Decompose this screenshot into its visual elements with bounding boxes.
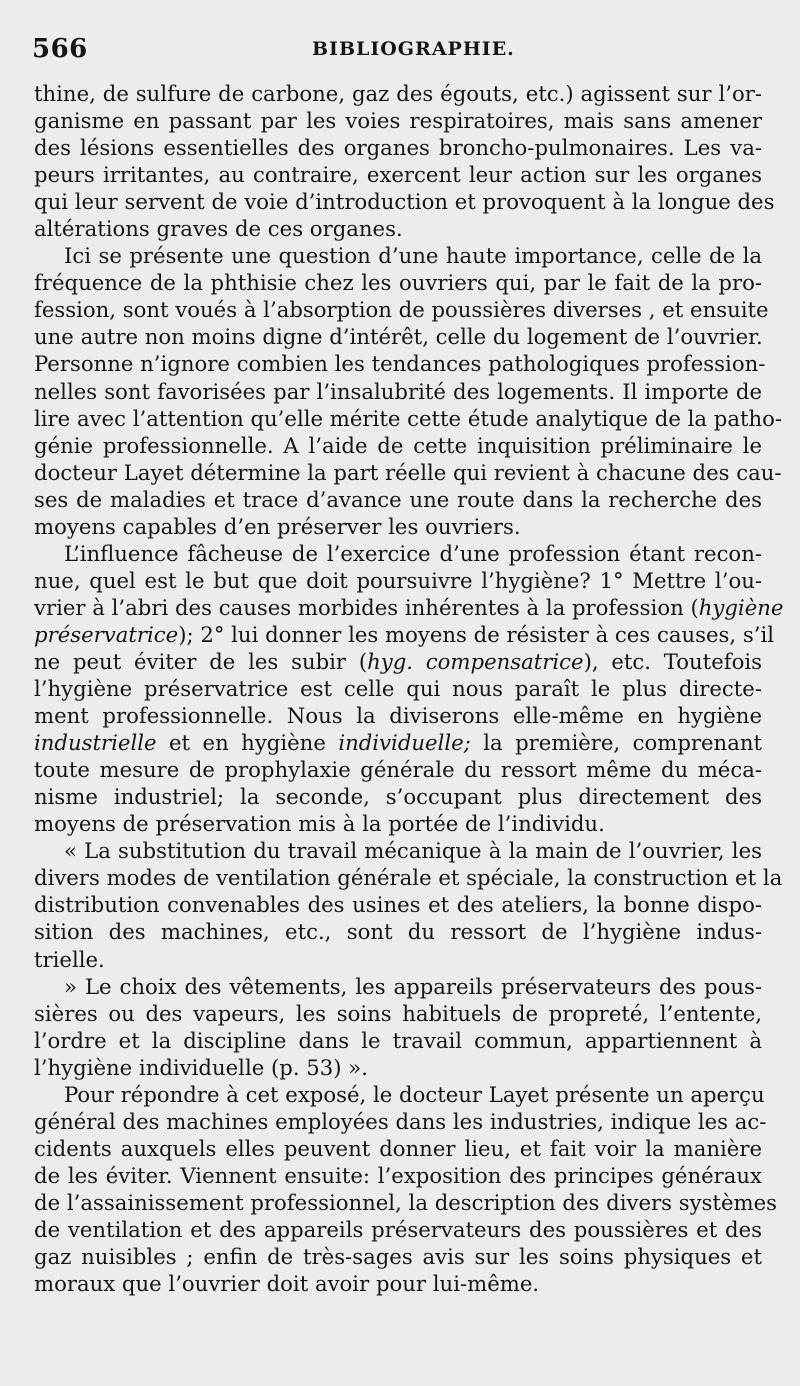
text-line: thine, de sulfure de carbone, gaz des égouts, etc.) agissent sur l’or- (34, 81, 762, 106)
text-line: génie professionnelle. A l’aide de cette inquisition préliminaire le (34, 432, 762, 458)
text-line: ment professionnelle. Nous la diviserons elle-même en hygiène (34, 703, 762, 729)
text-line: industrielle et en hygiène individuelle; la première, comprenant (34, 730, 762, 756)
running-title: BIBLIOGRAPHIE. (312, 38, 515, 60)
text-line: L’influence fâcheuse de l’exercice d’une profession étant recon- (64, 540, 762, 566)
text-line: l’ordre et la discipline dans le travail commun, appartiennent à (34, 1027, 762, 1053)
text-line: cidents auxquels elles peuvent donner lieu, et fait voir la manière (34, 1135, 762, 1161)
text-line: » Le choix des vêtements, les appareils préservateurs des pous- (64, 973, 762, 999)
page-number: 566 (32, 34, 88, 64)
text-line: moraux que l’ouvrier doit avoir pour lui-même. (34, 1271, 540, 1297)
text-line: Pour répondre à cet exposé, le docteur Layet présente un aperçu (64, 1081, 765, 1107)
text-line: moyens de préservation mis à la portée de l’individu. (34, 811, 605, 837)
text-line: préservatrice); 2° lui donner les moyens de résister à ces causes, s’il (34, 621, 775, 647)
text-line: nisme industriel; la seconde, s’occupant plus directement des (34, 784, 762, 810)
text-line: général des machines employées dans les industries, indique les ac- (34, 1108, 767, 1134)
text-line: ganisme en passant par les voies respiratoires, mais sans amener (34, 108, 762, 134)
text-line: toute mesure de prophylaxie générale du ressort même du méca- (34, 757, 762, 783)
text-line: nelles sont favorisées par l’insalubrité des logements. Il importe de (34, 378, 762, 404)
text-line: qui leur servent de voie d’introduction et provoquent à la longue des (34, 189, 775, 215)
text-line: distribution convenables des usines et des ateliers, la bonne dispo- (34, 892, 762, 918)
text-line: fréquence de la phthisie chez les ouvriers qui, par le fait de la pro- (34, 270, 762, 296)
text-line: une autre non moins digne d’intérêt, celle du logement de l’ouvrier. (34, 324, 763, 350)
text-line: peurs irritantes, au contraire, exercent leur action sur les organes (34, 162, 762, 188)
text-line: sières ou des vapeurs, les soins habituels de propreté, l’entente, (34, 1000, 762, 1026)
text-line: moyens capables d’en préserver les ouvriers. (34, 513, 521, 539)
text-line: trielle. (34, 946, 105, 972)
text-line: sition des machines, etc., sont du ressort de l’hygiène indus- (34, 919, 762, 945)
text-line: nue, quel est le but que doit poursuivre l’hygiène? 1° Mettre l’ou- (34, 567, 762, 593)
text-line: des lésions essentielles des organes broncho-pulmonaires. Les va- (34, 135, 762, 161)
text-line: de ventilation et des appareils préservateurs des poussières et des (34, 1216, 762, 1242)
body-text (34, 80, 784, 1297)
text-line: vrier à l’abri des causes morbides inhérentes à la profession (hygiène (34, 594, 784, 620)
text-line: Personne n’ignore combien les tendances pathologiques profession- (34, 351, 766, 377)
text-line: divers modes de ventilation générale et spéciale, la construction et la (34, 865, 783, 891)
text-line: de les éviter. Viennent ensuite: l’exposition des principes généraux (34, 1162, 762, 1188)
text-line: ses de maladies et trace d’avance une route dans la recherche des (34, 486, 762, 512)
text-line: altérations graves de ces organes. (34, 216, 403, 242)
text-line: lire avec l’attention qu’elle mérite cette étude analytique de la patho- (34, 405, 783, 431)
text-line: gaz nuisibles ; enfin de très-sages avis sur les soins physiques et (34, 1244, 762, 1270)
running-header (30, 30, 770, 70)
text-line: fession, sont voués à l’absorption de poussières diverses , et ensuite (34, 297, 769, 323)
text-line: ne peut éviter de les subir (hyg. compensatrice), etc. Toutefois (34, 648, 762, 674)
text-line: de l’assainissement professionnel, la description des divers systèmes (34, 1189, 777, 1215)
text-line: docteur Layet détermine la part réelle qui revient à chacune des cau- (34, 459, 782, 485)
text-line: Ici se présente une question d’une haute importance, celle de la (64, 243, 762, 269)
text-line: l’hygiène préservatrice est celle qui nous paraît le plus directe- (34, 676, 762, 702)
text-line: « La substitution du travail mécanique à la main de l’ouvrier, les (64, 838, 762, 864)
text-line: l’hygiène individuelle (p. 53) ». (34, 1054, 368, 1080)
